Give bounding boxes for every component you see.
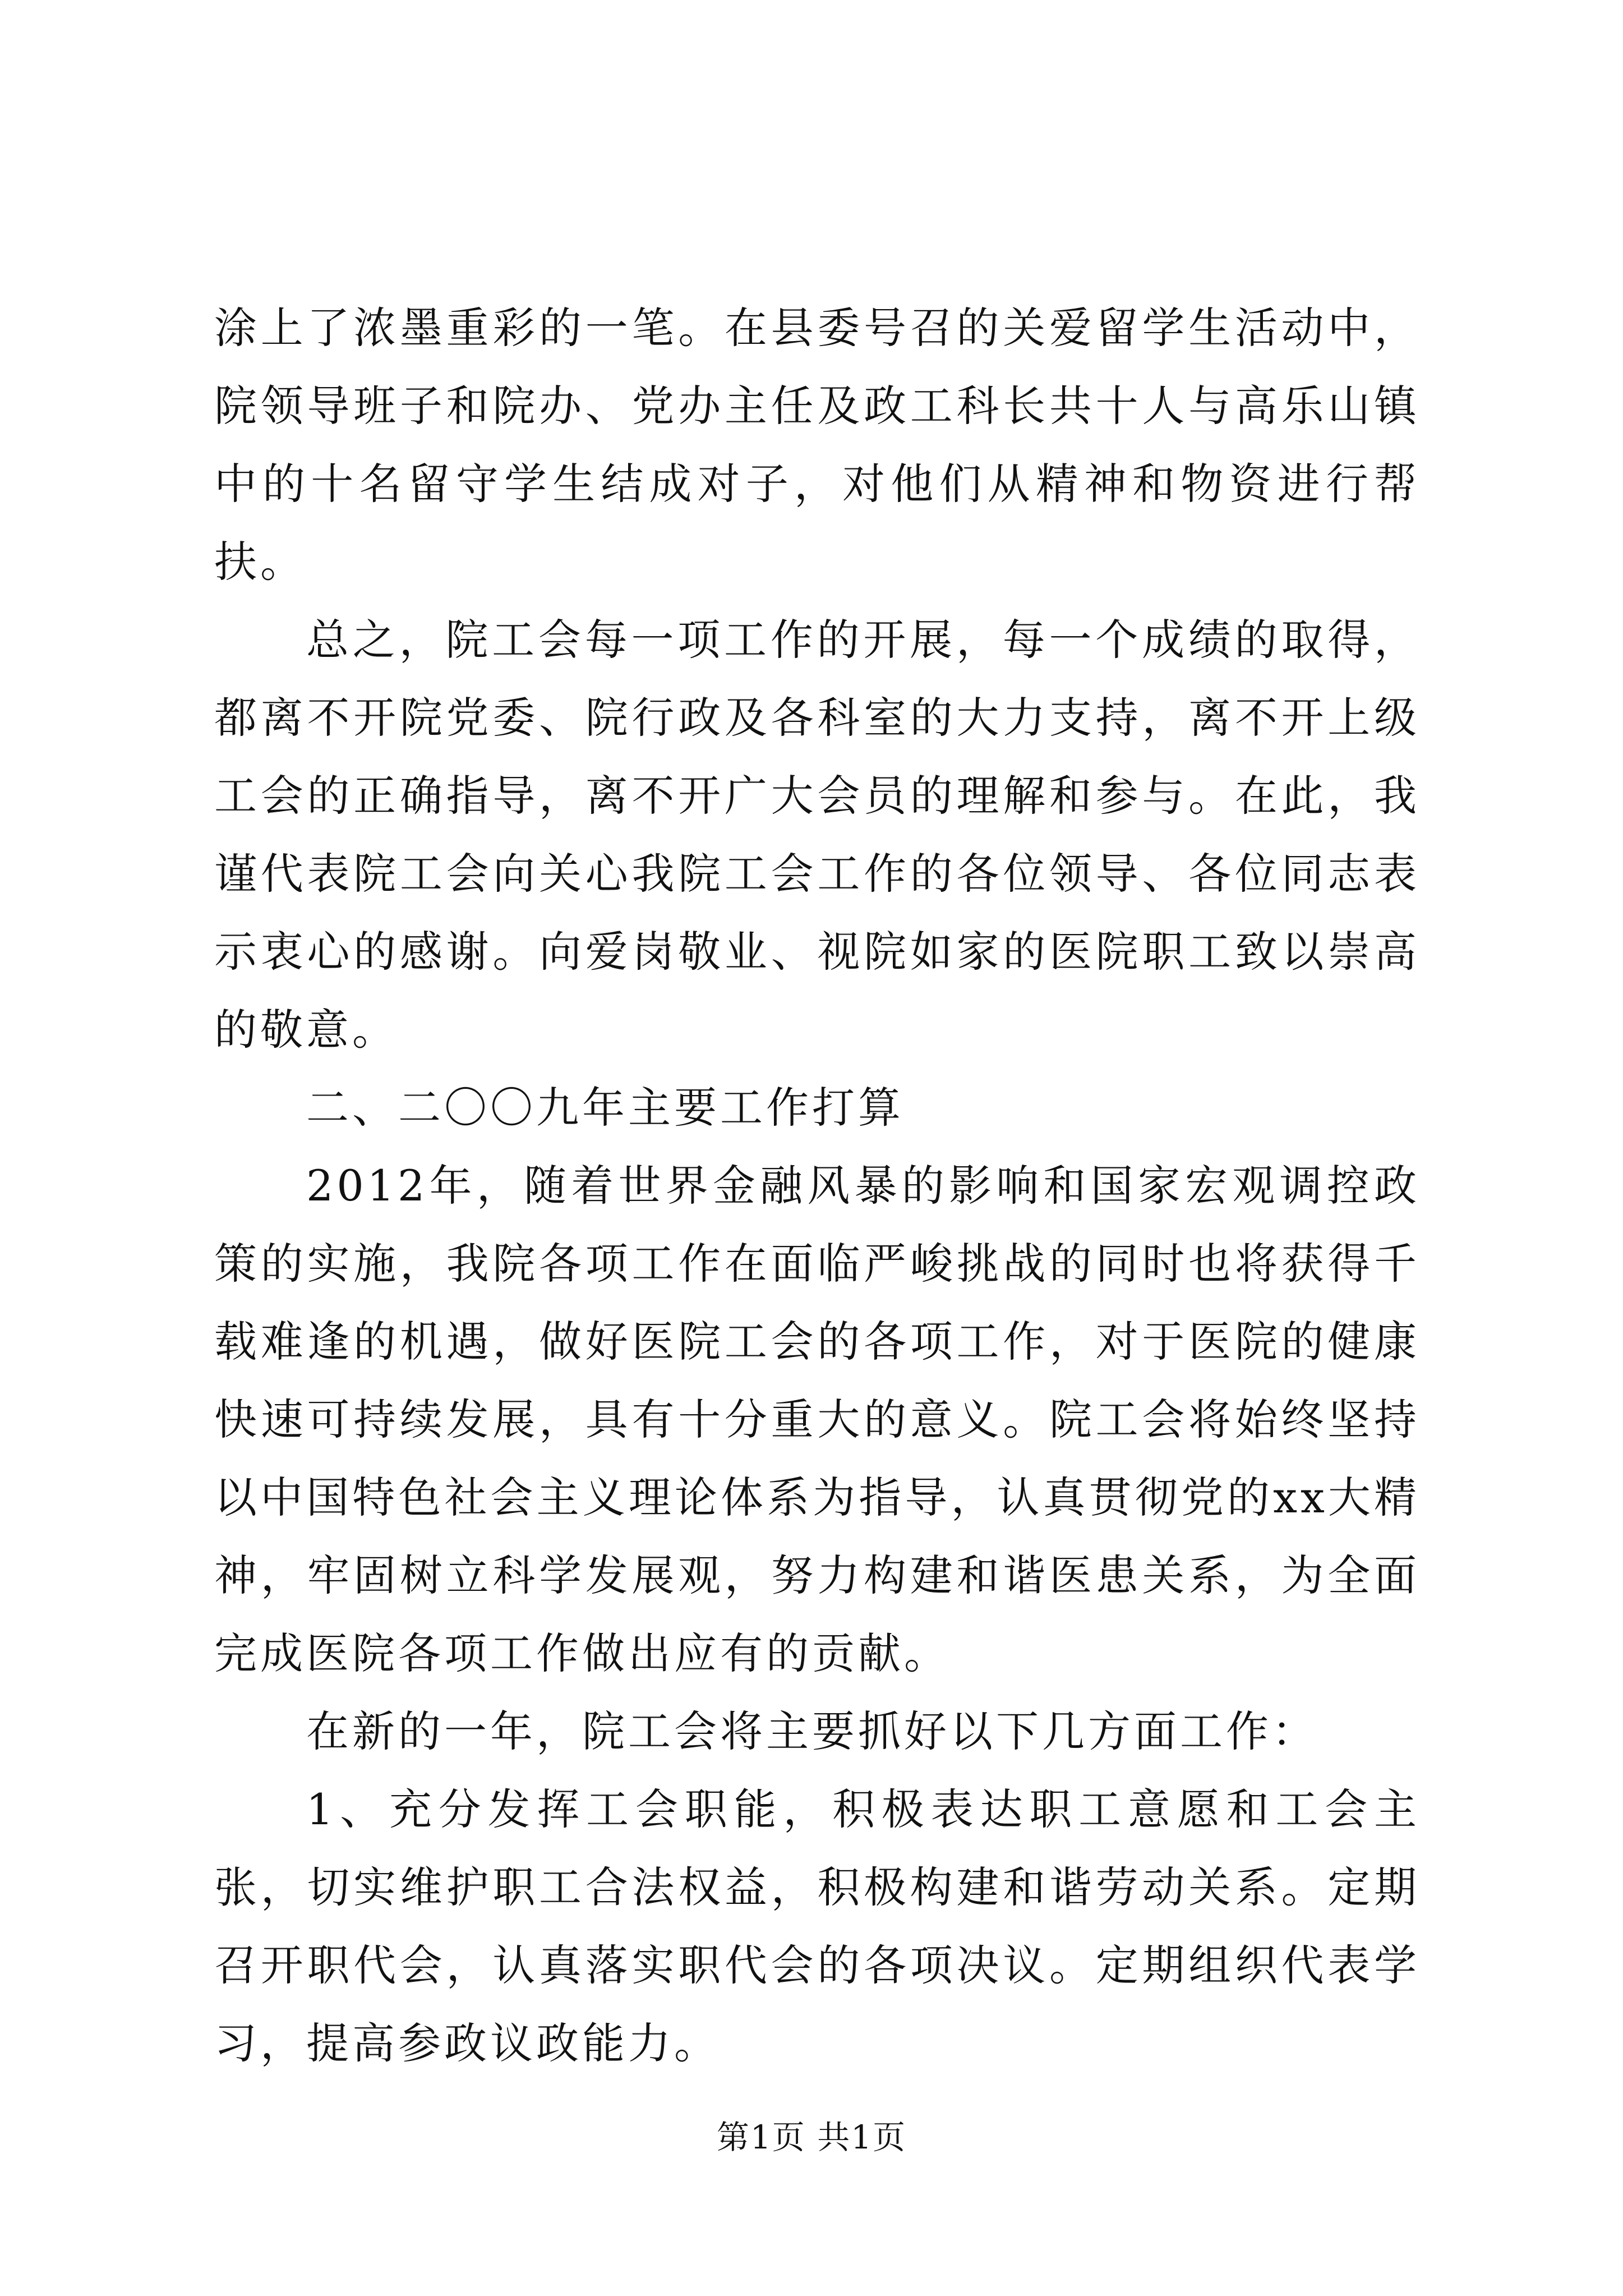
- paragraph-continuation: 涂上了浓墨重彩的一笔。在县委号召的关爱留学生活动中，院领导班子和院办、党办主任及政工科长共十人与高乐山镇中的十名留守学生结成对子，对他们从精神和物资进行帮扶。: [214, 303, 1420, 587]
- paragraph-outlook: 2012年，随着世界金融风暴的影响和国家宏观调控政策的实施，我院各项工作在面临严峻挑战的同时也将获得千载难逢的机遇，做好医院工会的各项工作，对于医院的健康快速可持续发展，具有十分重大的意义。院工会将始终坚持以中国特色社会主义理论体系为指导，认真贯彻党的xx大精神，牢固树立科学发展观，努力构建和谐医患关系，为全面完成医院各项工作做出应有的贡献。: [214, 1161, 1420, 1678]
- paragraph-summary: 总之，院工会每一项工作的开展，每一个成绩的取得，都离不开院党委、院行政及各科室的大力支持，离不开上级工会的正确指导，离不开广大会员的理解和参与。在此，我谨代表院工会向关心我院工会工作的各位领导、各位同志表示衷心的感谢。向爱岗敬业、视院如家的医院职工致以崇高的敬意。: [214, 615, 1420, 1055]
- paragraph-item-1: 1、充分发挥工会职能，积极表达职工意愿和工会主张，切实维护职工合法权益，积极构建和谐劳动关系。定期召开职代会，认真落实职代会的各项决议。定期组织代表学习，提高参政议政能力。: [214, 1784, 1420, 2068]
- document-body: [214, 289, 1420, 2082]
- page-number-label: 第1页 共1页: [716, 2118, 907, 2156]
- paragraph-intro: 在新的一年，院工会将主要抓好以下几方面工作：: [306, 1706, 1318, 1756]
- section-heading: 二、二〇〇九年主要工作打算: [306, 1083, 904, 1133]
- page-footer: [0, 2115, 1623, 2160]
